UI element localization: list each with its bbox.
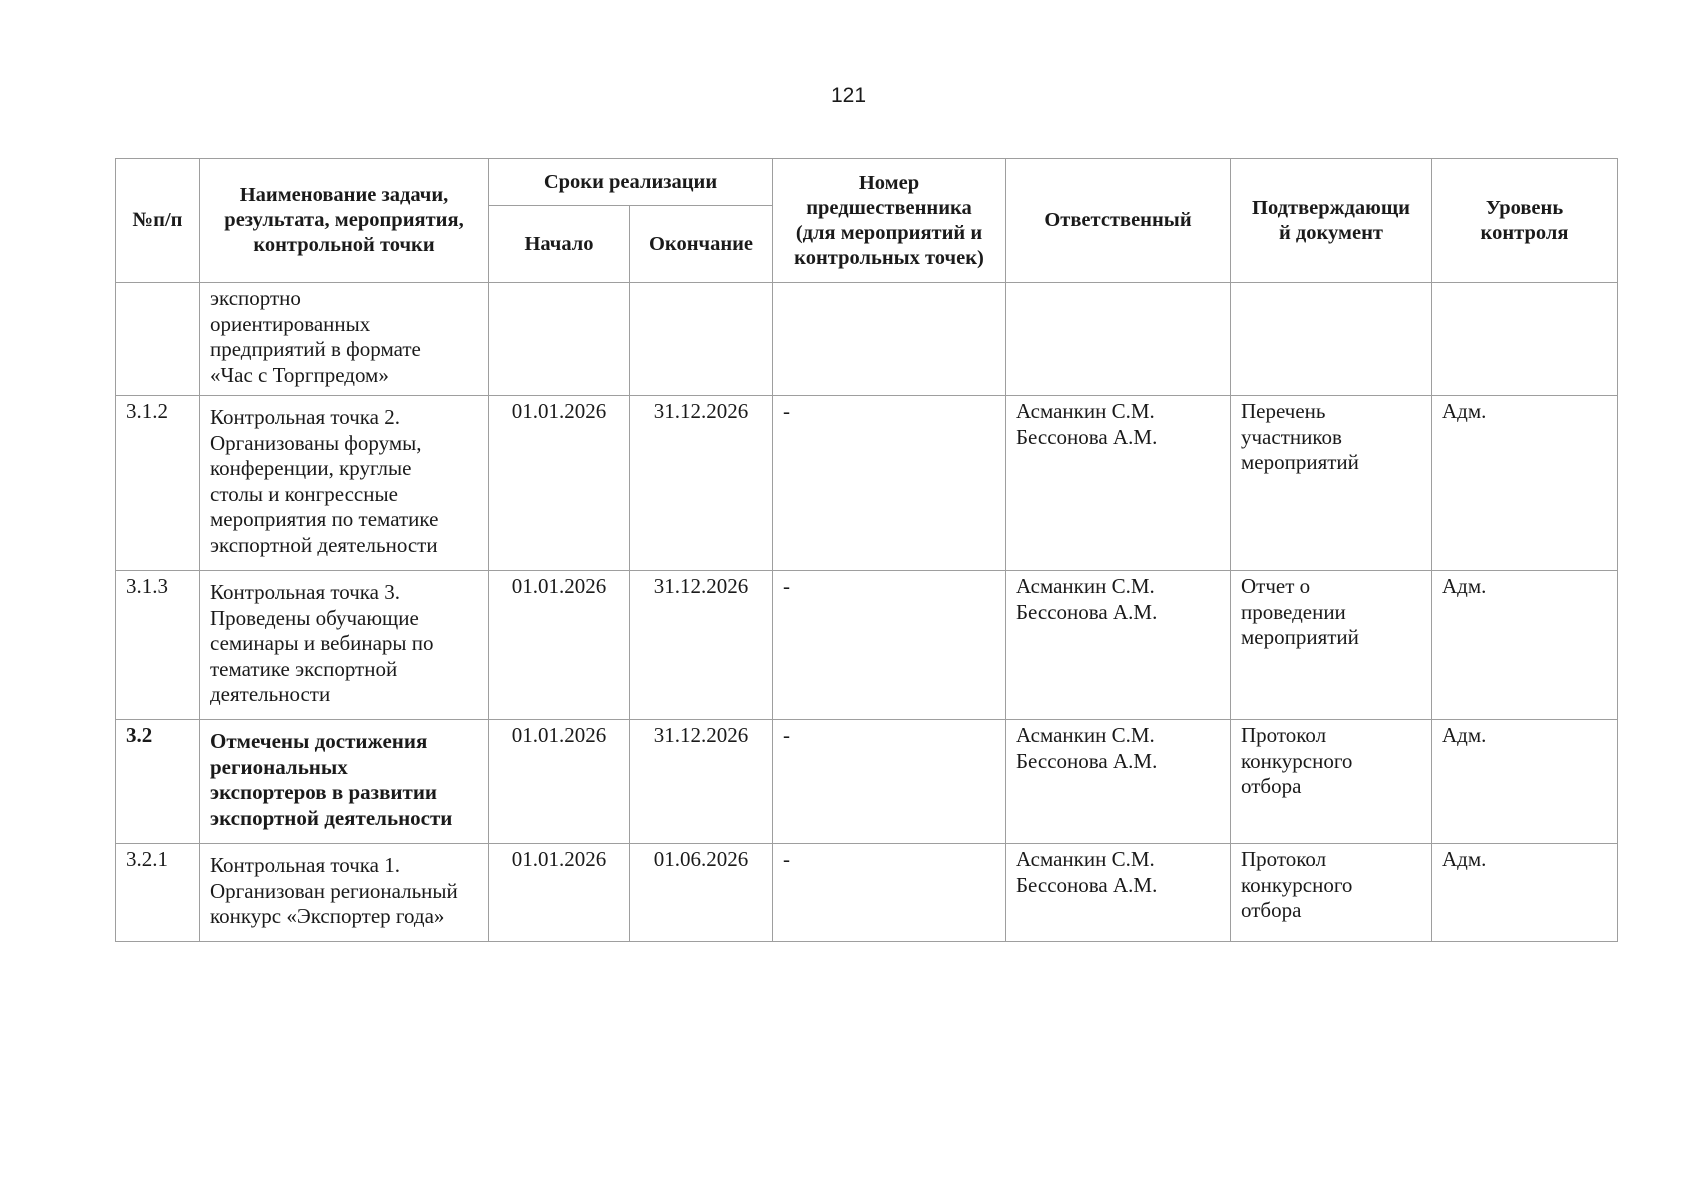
cell-end: 01.06.2026: [630, 844, 773, 942]
table-row: [116, 720, 1618, 844]
cell-responsible: Асманкин С.М. Бессонова А.М.: [1006, 571, 1231, 720]
cell-predecessor: -: [773, 720, 1006, 844]
cell-num: 3.2: [116, 720, 200, 844]
cell-name: Отмечены достижения региональных экспортеров в развитии экспортной деятельности: [200, 720, 489, 844]
header-responsible: Ответственный: [1006, 159, 1231, 283]
cell-responsible: [1006, 283, 1231, 396]
cell-document: Протокол конкурсного отбора: [1231, 720, 1432, 844]
cell-predecessor: -: [773, 571, 1006, 720]
cell-control: Адм.: [1432, 396, 1618, 571]
cell-num: [116, 283, 200, 396]
cell-end: 31.12.2026: [630, 720, 773, 844]
cell-num: 3.2.1: [116, 844, 200, 942]
cell-document: Перечень участников мероприятий: [1231, 396, 1432, 571]
cell-name: экспортно ориентированных предприятий в формате «Час с Торгпредом»: [200, 283, 489, 396]
cell-start: 01.01.2026: [489, 571, 630, 720]
cell-start: 01.01.2026: [489, 720, 630, 844]
cell-predecessor: -: [773, 844, 1006, 942]
table-row: [116, 283, 1618, 396]
cell-predecessor: -: [773, 396, 1006, 571]
cell-end: 31.12.2026: [630, 571, 773, 720]
cell-num: 3.1.2: [116, 396, 200, 571]
cell-responsible: Асманкин С.М. Бессонова А.М.: [1006, 720, 1231, 844]
table-row: [116, 396, 1618, 571]
cell-name: Контрольная точка 1. Организован региональный конкурс «Экспортер года»: [200, 844, 489, 942]
header-dates-group: Сроки реализации: [489, 159, 773, 206]
cell-document: Протокол конкурсного отбора: [1231, 844, 1432, 942]
cell-num: 3.1.3: [116, 571, 200, 720]
header-control: Уровень контроля: [1432, 159, 1618, 283]
cell-start: [489, 283, 630, 396]
cell-control: Адм.: [1432, 844, 1618, 942]
cell-predecessor: [773, 283, 1006, 396]
page-number: 121: [830, 84, 867, 107]
header-name: Наименование задачи, результата, мероприятия, контрольной точки: [200, 159, 489, 283]
cell-name: Контрольная точка 2. Организованы форумы, конференции, круглые столы и конгрессные мероприятия по тематике экспортной деятельности: [200, 396, 489, 571]
plan-table: [115, 158, 1618, 942]
header-start: Начало: [489, 206, 630, 283]
header-document: Подтверждающи й документ: [1231, 159, 1432, 283]
header-end: Окончание: [630, 206, 773, 283]
cell-end: [630, 283, 773, 396]
cell-responsible: Асманкин С.М. Бессонова А.М.: [1006, 396, 1231, 571]
cell-responsible: Асманкин С.М. Бессонова А.М.: [1006, 844, 1231, 942]
cell-document: Отчет о проведении мероприятий: [1231, 571, 1432, 720]
cell-document: [1231, 283, 1432, 396]
header-predecessor: Номер предшественника (для мероприятий и контрольных точек): [773, 159, 1006, 283]
cell-control: [1432, 283, 1618, 396]
cell-start: 01.01.2026: [489, 844, 630, 942]
cell-name: Контрольная точка 3. Проведены обучающие семинары и вебинары по тематике экспортной деятельности: [200, 571, 489, 720]
header-num: №п/п: [116, 159, 200, 283]
table-row: [116, 844, 1618, 942]
table-row: [116, 571, 1618, 720]
cell-control: Адм.: [1432, 571, 1618, 720]
cell-end: 31.12.2026: [630, 396, 773, 571]
cell-start: 01.01.2026: [489, 396, 630, 571]
cell-control: Адм.: [1432, 720, 1618, 844]
